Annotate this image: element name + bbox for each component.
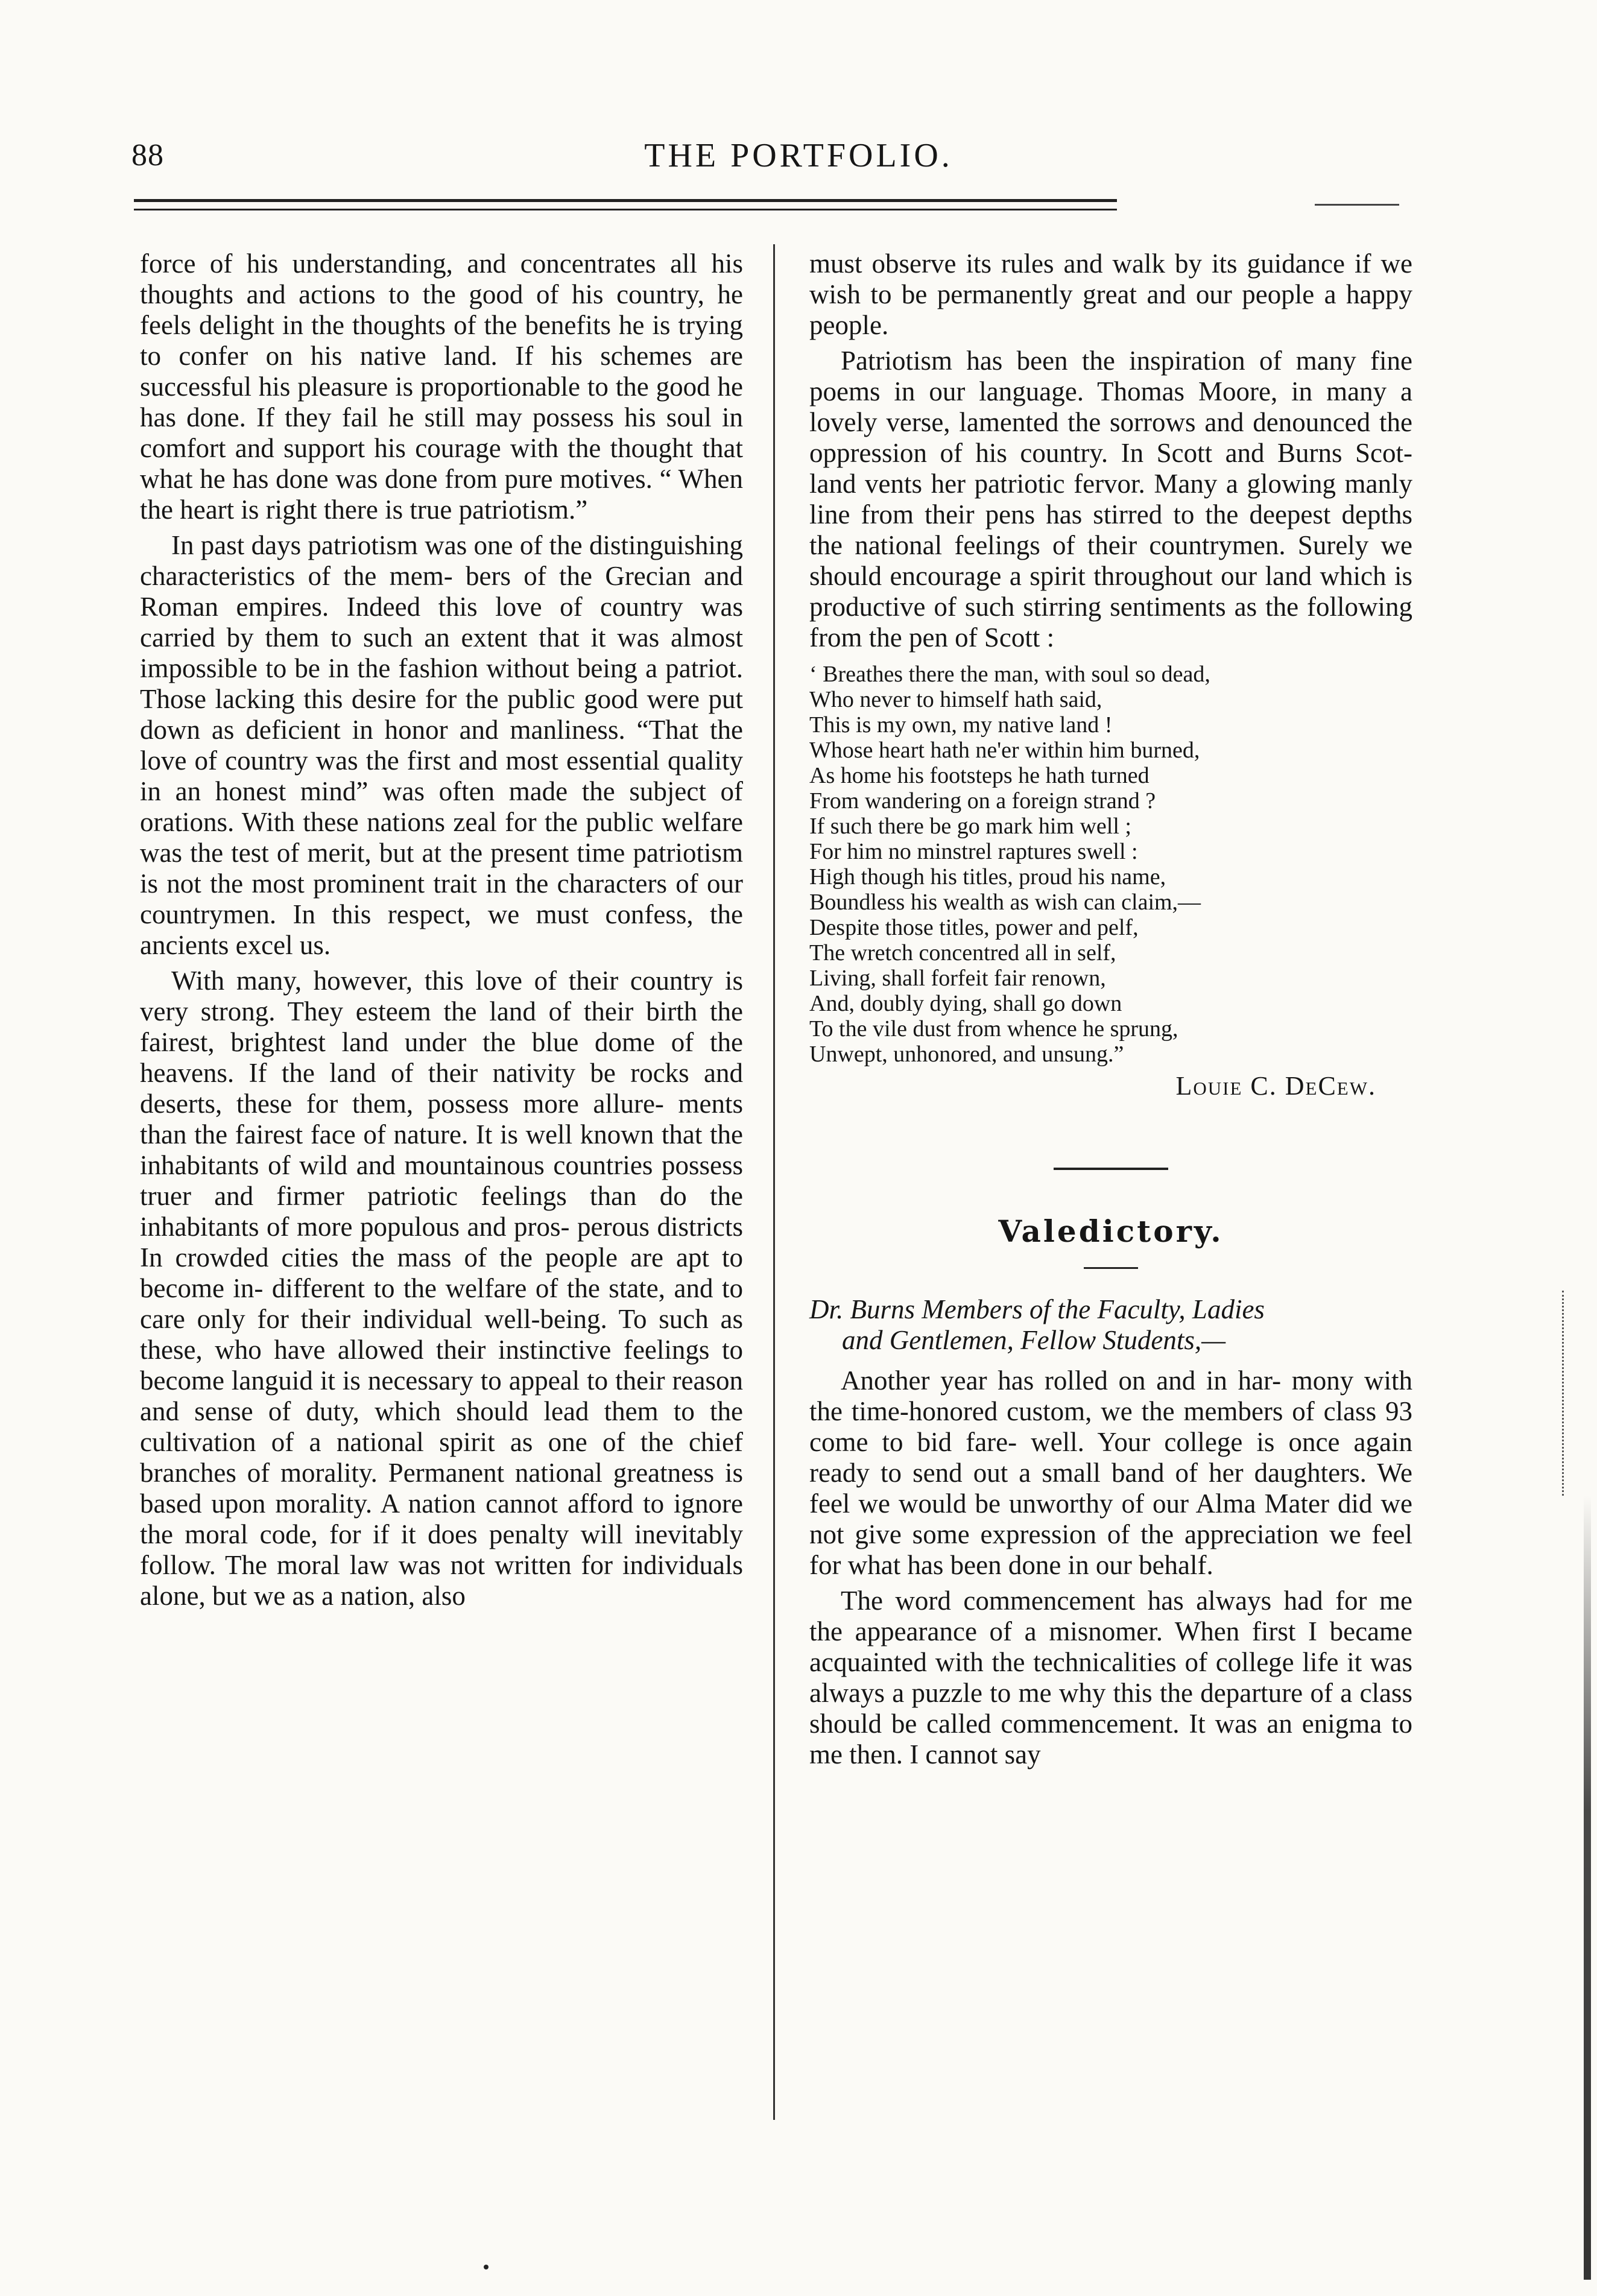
attribution: Louie C. DeCew. (1175, 1071, 1376, 1101)
section-heading: Valedictory. (998, 1213, 1224, 1249)
paragraph: Another year has rolled on and in har- mony with the time-honored custom, we the members of class 93 come to bid fare- well. Your college is once again ready to send out a small band of her daughters. We feel we would be unworthy of our Alma Mater did we not give some expression of the appreciation we feel for what has been done in our behalf. (809, 1365, 1412, 1580)
section-divider-small (1084, 1267, 1138, 1269)
poem-line: The wretch concentred all in self, (809, 940, 1116, 966)
poem-line: From wandering on a foreign strand ? (809, 788, 1156, 814)
paragraph: With many, however, this love of their country is very strong. They esteem the land of their birth the fairest, brightest land under the blue dome of the heavens. If the land of their nativity be rocks and deserts, these for them, possess more allure- ments than the fairest face of nature. It is well known that the inhabitants of wild and mountainous countries possess truer and firmer patriotic feelings than do the inhabitants of more populous and pros- perous districts In crowded cities the mass of the people are apt to become in- different to the welfare of the state, and to care only for their individual well-being. To such as these, who have allowed their instinctive feelings to become languid it is necessary to appeal to their reason and sense of duty, which should lead them to the cultivation of a national spirit as one of the chief branches of morality. Permanent national greatness is based upon morality. A nation cannot afford to ignore the moral code, for if it does penalty will inevitably follow. The moral law was not written for individuals alone, but we as a nation, also (140, 966, 743, 1611)
section-divider (1054, 1168, 1168, 1170)
poem-line: And, doubly dying, shall go down (809, 991, 1122, 1016)
page-edge-shadow (1584, 1496, 1591, 2280)
paragraph: force of his understanding, and concentrates all his thoughts and actions to the good of his country, he feels delight in the thoughts of the benefits he is trying to confer on his native land. If his schemes are successful his pleasure is proportionable to the good he has done. If they fail he still may possess his soul in comfort and support his courage with the thought that what he has done was done from pure motives. “ When the heart is right there is true patriotism.” (140, 248, 743, 525)
right-column (809, 248, 1412, 1775)
poem-line: Boundless his wealth as wish can claim,— (809, 890, 1201, 915)
poem-line: To the vile dust from whence he sprung, (809, 1016, 1178, 1042)
paragraph: In past days patriotism was one of the distinguishing characteristics of the mem- bers of the Grecian and Roman empires. Indeed this love of country was carried by them to such an extent that it was almost impossible to be in the fashion without being a patriot. Those lacking this desire for the public good were put down as deficient in honor and manliness. “That the love of country was the first and most essential quality in an honest mind” was often made the subject of orations. With these nations zeal for the public welfare was the test of merit, but at the present time patriotism is not the most prominent trait in the characters of our countrymen. In this respect, we must confess, the ancients excel us. (140, 530, 743, 960)
stray-ink-dot (484, 2265, 489, 2269)
salutation-line: and Gentlemen, Fellow Students,— (842, 1325, 1226, 1355)
page-number: 88 (131, 138, 164, 172)
poem-line: As home his footsteps he hath turned (809, 763, 1150, 788)
poem-line: Despite those titles, power and pelf, (809, 915, 1139, 940)
poem-line: ‘ Breathes there the man, with soul so dead, (809, 662, 1210, 687)
poem-line: High though his titles, proud his name, (809, 864, 1166, 890)
poem-line: For him no minstrel raptures swell : (809, 839, 1138, 864)
poem-line: Unwept, unhonored, and unsung.” (809, 1042, 1124, 1067)
poem-line: Living, shall forfeit fair renown, (809, 966, 1106, 991)
left-column (140, 248, 743, 1616)
poem-line: Who never to himself hath said, (809, 687, 1102, 712)
header-rule-stub (1315, 204, 1399, 206)
paragraph: must observe its rules and walk by its guidance if we wish to be permanently great and our people a happy people. (809, 248, 1412, 340)
poem-line: If such there be go mark him well ; (809, 814, 1131, 839)
poem-line: This is my own, my native land ! (809, 712, 1113, 738)
paragraph: The word commencement has always had for me the appearance of a misnomer. When first I became acquainted with the technicalities of college life it was always a puzzle to me why this the departure of a class should be called commencement. It was an enigma to me then. I cannot say (809, 1586, 1412, 1769)
salutation-line: Dr. Burns Members of the Faculty, Ladies (809, 1294, 1265, 1324)
header-rule-secondary (134, 209, 1117, 210)
salutation (809, 1294, 1412, 1356)
column-divider (773, 244, 775, 2120)
page-edge-specks (1562, 1291, 1582, 1496)
paragraph: Patriotism has been the inspiration of many fine poems in our language. Thomas Moore, in many a lovely verse, lamented the sorrows and denounced the oppression of his country. In Scott and Burns Scot- land vents her patriotic fervor. Many a glowing manly line from their pens has stirred to the deepest depths the national feelings of their countrymen. Surely we should encourage a spirit throughout our land which is productive of such stirring sentiments as the following from the pen of Scott : (809, 346, 1412, 653)
header-rule (134, 199, 1117, 202)
running-title: THE PORTFOLIO. (644, 137, 953, 174)
poem-line: Whose heart hath ne'er within him burned, (809, 738, 1200, 763)
poem-quotation (809, 662, 1412, 1067)
